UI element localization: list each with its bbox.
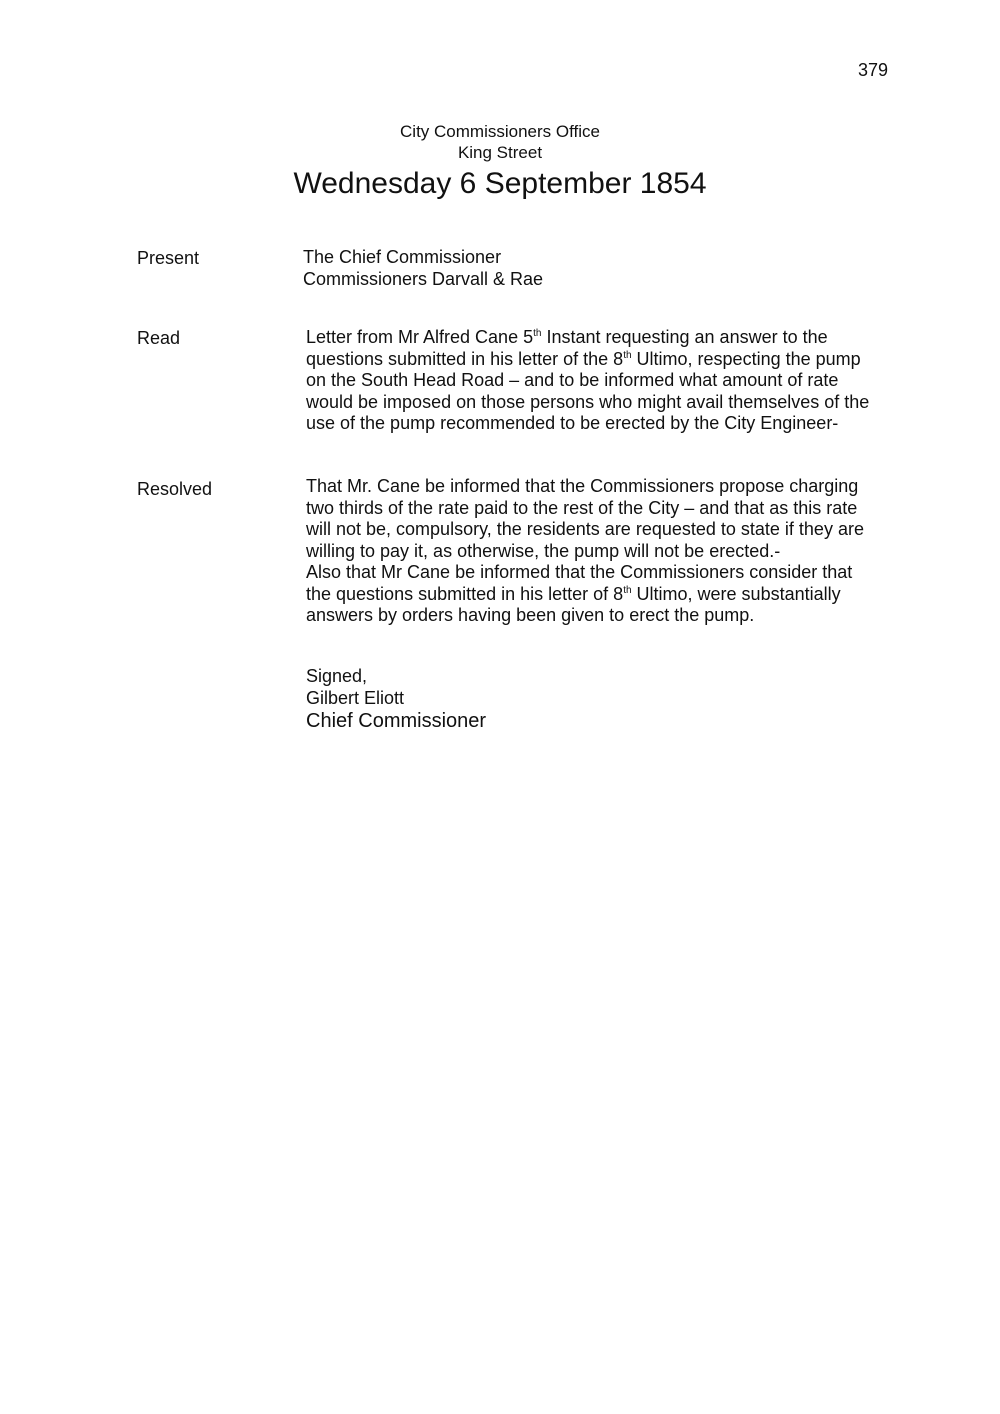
- resolved-label: Resolved: [137, 479, 213, 499]
- present-line: The Chief Commissioner: [303, 247, 502, 267]
- resolved-line: willing to pay it, as otherwise, the pump will not be erected.-: [306, 540, 781, 561]
- read-label: Read: [137, 328, 181, 348]
- read-text: questions submitted in his letter of the 8: [306, 348, 624, 369]
- resolved-line: Also that Mr Cane be informed that the Commissioners consider that: [306, 562, 853, 582]
- signed-label: Signed,: [306, 666, 368, 686]
- read-section: [306, 327, 896, 435]
- signer-name: Gilbert Eliott: [306, 687, 405, 708]
- office-name: City Commissioners Office: [400, 122, 600, 141]
- read-text: Letter from Mr Alfred Cane 5: [306, 327, 534, 347]
- resolved-text: the questions submitted in his letter of 8: [306, 583, 624, 604]
- resolved-line: two thirds of the rate paid to the rest of the City – and that as this rate: [306, 497, 858, 518]
- read-line: [306, 349, 896, 371]
- present-label: Present: [137, 248, 200, 268]
- read-text: Instant requesting an answer to the: [541, 327, 828, 347]
- read-text: Ultimo, respecting the pump: [631, 348, 861, 369]
- meeting-date: Wednesday 6 September 1854: [293, 167, 707, 200]
- present-section: [303, 247, 893, 290]
- resolved-line: answers by orders having been given to erect the pump.: [306, 605, 755, 625]
- resolved-line: That Mr. Cane be informed that the Commissioners propose charging: [306, 476, 859, 496]
- page-number: 379: [857, 60, 888, 80]
- ordinal-suffix: th: [533, 328, 542, 339]
- read-line: use of the pump recommended to be erected by the City Engineer-: [306, 413, 839, 433]
- resolved-text: Ultimo, were substantially: [631, 583, 841, 604]
- resolved-line: will not be, compulsory, the residents are requested to state if they are: [306, 519, 864, 539]
- read-line: would be imposed on those persons who might avail themselves of the: [306, 391, 870, 412]
- signature-block: [306, 666, 896, 733]
- ordinal-suffix: th: [623, 584, 632, 596]
- read-line: on the South Head Road – and to be informed what amount of rate: [306, 370, 839, 390]
- read-line: [306, 327, 896, 349]
- resolved-line: [306, 584, 896, 606]
- signer-title: Chief Commissioner: [306, 710, 487, 732]
- resolved-section: [306, 476, 896, 627]
- office-street: King Street: [457, 143, 543, 162]
- ordinal-suffix: th: [623, 349, 632, 361]
- present-line: Commissioners Darvall & Rae: [303, 268, 544, 289]
- minutes-header: [250, 121, 750, 204]
